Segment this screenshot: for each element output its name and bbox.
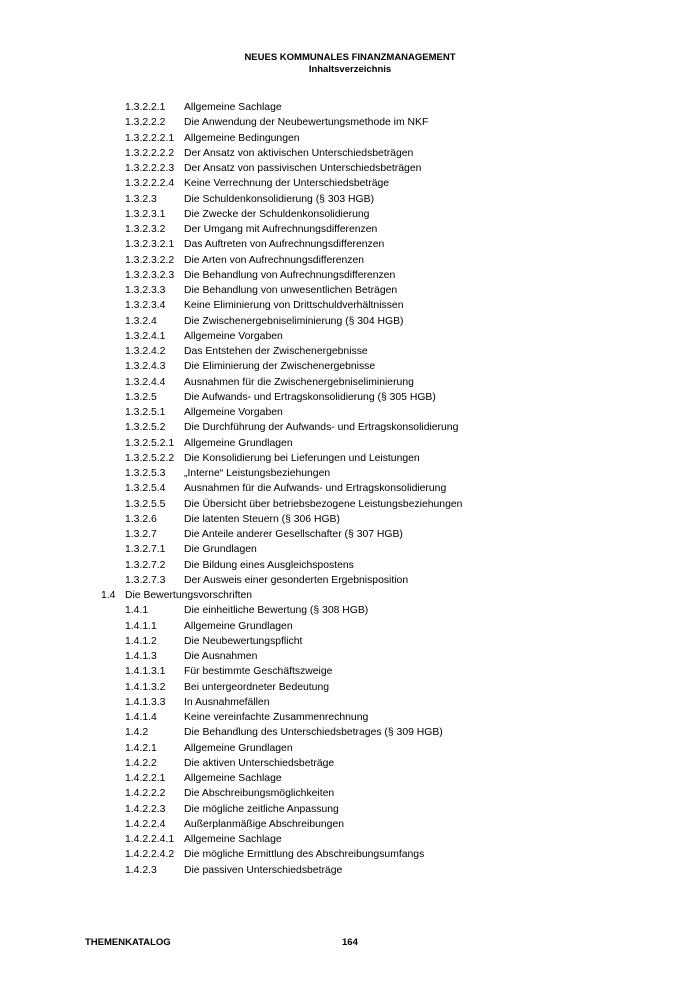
toc-entry-number: 1.3.2.2.2.3 xyxy=(125,163,175,174)
toc-entry xyxy=(0,329,700,344)
toc-entry-title: Allgemeine Sachlage xyxy=(184,773,282,784)
toc-entry xyxy=(0,268,700,283)
toc-entry-number: 1.3.2.5.1 xyxy=(125,407,166,418)
toc-entry-number: 1.4.1 xyxy=(125,605,149,617)
toc-entry-title: Allgemeine Sachlage xyxy=(184,834,282,845)
toc-entry-number: 1.4.1.4 xyxy=(125,712,157,723)
toc-entry xyxy=(0,420,700,435)
toc-entry xyxy=(0,115,700,130)
toc-entry-title: „Interne“ Leistungsbeziehungen xyxy=(184,468,331,479)
document-title: NEUES KOMMUNALES FINANZMANAGEMENT xyxy=(244,52,456,63)
toc-entry-number: 1.4.2.2.1 xyxy=(125,773,166,784)
toc-entry-title: Die Übersicht über betriebsbezogene Leistungsbeziehungen xyxy=(184,498,463,510)
toc-entry xyxy=(0,542,700,557)
toc-entry-title: Allgemeine Bedingungen xyxy=(184,132,300,144)
toc-entry-title: Allgemeine Grundlagen xyxy=(184,620,293,632)
toc-entry-title: Die Schuldenkonsolidierung (§ 303 HGB) xyxy=(184,193,375,205)
toc-entry-number: 1.3.2.3.2.2 xyxy=(125,254,175,266)
toc-entry-title: Die Abschreibungsmöglichkeiten xyxy=(184,788,335,800)
toc-entry-title: Ausnahmen für die Zwischenergebniseliminierung xyxy=(184,376,414,388)
toc-entry xyxy=(0,588,700,603)
toc-entry-number: 1.3.2.2.2.4 xyxy=(125,178,175,190)
toc-entry xyxy=(0,512,700,527)
toc-entry xyxy=(0,771,700,786)
toc-entry-number: 1.3.2.3 xyxy=(125,193,157,205)
toc-entry-title: Die mögliche Ermittlung des Abschreibungsumfangs xyxy=(184,849,425,861)
toc-entry-title: Die Behandlung von unwesentlichen Beträgen xyxy=(184,285,398,296)
toc-entry xyxy=(0,405,700,420)
toc-entry-number: 1.4.2.2.4.2 xyxy=(125,849,175,861)
toc-entry-title: Allgemeine Vorgaben xyxy=(184,330,283,342)
toc-entry xyxy=(0,832,700,847)
toc-entry-number: 1.3.2.2.2.2 xyxy=(125,147,175,159)
toc-entry-number: 1.3.2.4 xyxy=(125,315,157,327)
toc-entry-number: 1.3.2.2.2 xyxy=(125,117,166,129)
toc-entry-title: Die Zwecke der Schuldenkonsolidierung xyxy=(184,208,370,220)
toc-entry xyxy=(0,131,700,146)
toc-entry xyxy=(0,451,700,466)
toc-entry-number: 1.4.1.1 xyxy=(125,620,157,632)
toc-entry xyxy=(0,680,700,695)
toc-entry-title: Allgemeine Sachlage xyxy=(184,102,282,113)
toc-entry-number: 1.3.2.7.3 xyxy=(125,574,166,586)
footer-label: THEMENKATALOG xyxy=(85,937,171,948)
toc-entry-number: 1.3.2.3.1 xyxy=(125,208,166,220)
toc-entry xyxy=(0,359,700,374)
toc-entry xyxy=(0,436,700,451)
toc-entry-title: Die Anteile anderer Gesellschafter (§ 307 HGB) xyxy=(184,529,403,540)
toc-entry-number: 1.4.1.2 xyxy=(125,635,157,647)
toc-entry-number: 1.3.2.4.3 xyxy=(125,361,166,373)
toc-entry-number: 1.4.2.2.2 xyxy=(125,788,166,800)
toc-entry xyxy=(0,847,700,862)
toc-entry-title: Der Ausweis einer gesonderten Ergebnisposition xyxy=(184,574,409,586)
toc-entry-title: Die Behandlung des Unterschiedsbetrages (§ 309 HGB) xyxy=(184,727,443,739)
toc-entry-title: Bei untergeordneter Bedeutung xyxy=(184,681,330,693)
toc-entry-number: 1.4.2.2.4.1 xyxy=(125,834,175,845)
toc-entry-number: 1.3.2.3.4 xyxy=(125,300,166,312)
table-of-contents xyxy=(0,100,700,878)
toc-entry xyxy=(0,756,700,771)
toc-entry xyxy=(0,344,700,359)
toc-entry-number: 1.3.2.5.2 xyxy=(125,422,166,434)
toc-entry-title: Allgemeine Grundlagen xyxy=(184,437,293,449)
toc-entry-title: Keine vereinfachte Zusammenrechnung xyxy=(184,712,369,723)
toc-entry-number: 1.3.2.3.2.1 xyxy=(125,239,175,251)
toc-entry-number: 1.3.2.6 xyxy=(125,513,157,525)
toc-entry-number: 1.3.2.2.2.1 xyxy=(125,132,175,144)
toc-entry-title: Der Umgang mit Aufrechnungsdifferenzen xyxy=(184,224,378,235)
toc-entry-title: Die Durchführung der Aufwands- und Ertragskonsolidierung xyxy=(184,422,459,434)
toc-entry xyxy=(0,375,700,390)
page-number: 164 xyxy=(342,937,358,948)
toc-entry-number: 1.3.2.5.3 xyxy=(125,468,166,479)
toc-entry xyxy=(0,481,700,496)
toc-entry-title: Der Ansatz von aktivischen Unterschiedsbeträgen xyxy=(184,147,414,159)
page-header xyxy=(0,52,700,76)
toc-entry-number: 1.4.2.3 xyxy=(125,864,157,876)
toc-entry-title: Der Ansatz von passivischen Unterschiedsbeträgen xyxy=(184,163,422,174)
toc-entry xyxy=(0,222,700,237)
toc-entry-number: 1.4.2.2.4 xyxy=(125,818,166,830)
toc-entry xyxy=(0,573,700,588)
toc-entry xyxy=(0,558,700,573)
toc-entry-title: In Ausnahmefällen xyxy=(184,696,270,708)
toc-entry-number: 1.4.1.3.3 xyxy=(125,696,166,708)
toc-entry-number: 1.3.2.5.2.2 xyxy=(125,452,175,464)
toc-entry-number: 1.4.2 xyxy=(125,727,149,739)
toc-entry-title: Die Zwischenergebniseliminierung (§ 304 HGB) xyxy=(184,315,404,327)
toc-entry-title: Allgemeine Vorgaben xyxy=(184,407,283,418)
toc-entry-title: Die Anwendung der Neubewertungsmethode im NKF xyxy=(184,117,429,129)
toc-entry-title: Die Grundlagen xyxy=(184,544,257,556)
toc-entry xyxy=(0,649,700,664)
toc-entry-number: 1.3.2.4.1 xyxy=(125,330,166,342)
toc-entry xyxy=(0,619,700,634)
toc-entry-title: Allgemeine Grundlagen xyxy=(184,742,293,754)
toc-entry-title: Die passiven Unterschiedsbeträge xyxy=(184,864,343,876)
toc-entry-title: Die Bewertungsvorschriften xyxy=(125,590,253,601)
toc-entry-number: 1.3.2.5.2.1 xyxy=(125,437,175,449)
toc-entry-title: Das Entstehen der Zwischenergebnisse xyxy=(184,346,368,357)
toc-entry xyxy=(0,192,700,207)
toc-entry-number: 1.3.2.3.2.3 xyxy=(125,269,175,281)
toc-entry xyxy=(0,207,700,222)
toc-entry xyxy=(0,253,700,268)
toc-entry-title: Die Arten von Aufrechnungsdifferenzen xyxy=(184,254,365,266)
toc-entry xyxy=(0,283,700,298)
toc-entry-title: Außerplanmäßige Abschreibungen xyxy=(184,818,344,830)
toc-entry xyxy=(0,146,700,161)
toc-entry xyxy=(0,664,700,679)
toc-entry-number: 1.4.2.2 xyxy=(125,757,157,769)
toc-entry-title: Keine Verrechnung der Unterschiedsbeträge xyxy=(184,178,390,190)
toc-entry xyxy=(0,710,700,725)
toc-entry-title: Die einheitliche Bewertung (§ 308 HGB) xyxy=(184,605,369,617)
toc-entry xyxy=(0,603,700,618)
toc-entry-number: 1.3.2.4.4 xyxy=(125,376,166,388)
toc-entry-number: 1.4.1.3.1 xyxy=(125,666,166,678)
toc-entry-title: Die Konsolidierung bei Lieferungen und Leistungen xyxy=(184,452,420,464)
toc-entry-number: 1.3.2.5.4 xyxy=(125,483,166,495)
toc-entry-number: 1.3.2.5 xyxy=(125,391,157,403)
toc-entry-number: 1.4 xyxy=(101,590,116,601)
toc-entry-number: 1.3.2.5.5 xyxy=(125,498,166,510)
toc-entry-title: Keine Eliminierung von Drittschuldverhältnissen xyxy=(184,300,404,312)
toc-entry-title: Die latenten Steuern (§ 306 HGB) xyxy=(184,513,340,525)
toc-entry-title: Die mögliche zeitliche Anpassung xyxy=(184,803,339,815)
toc-entry-number: 1.3.2.2.1 xyxy=(125,102,166,113)
toc-entry-title: Die Aufwands- und Ertragskonsolidierung (§ 305 HGB) xyxy=(184,391,436,403)
toc-entry-number: 1.4.2.1 xyxy=(125,742,157,754)
toc-entry xyxy=(0,314,700,329)
toc-entry-title: Für bestimmte Geschäftszweige xyxy=(184,666,333,678)
document-subtitle: Inhaltsverzeichnis xyxy=(308,64,392,75)
toc-entry-number: 1.3.2.7.1 xyxy=(125,544,166,556)
toc-entry-number: 1.3.2.3.2 xyxy=(125,224,166,235)
toc-entry-number: 1.3.2.7.2 xyxy=(125,559,166,571)
toc-entry-title: Die Eliminierung der Zwischenergebnisse xyxy=(184,361,376,373)
toc-entry-title: Das Auftreten von Aufrechnungsdifferenzen xyxy=(184,239,385,251)
toc-entry-number: 1.3.2.3.3 xyxy=(125,285,166,296)
toc-entry-title: Die Ausnahmen xyxy=(184,651,258,662)
toc-entry xyxy=(0,100,700,115)
toc-entry xyxy=(0,237,700,252)
toc-entry xyxy=(0,741,700,756)
toc-entry-title: Die Bildung eines Ausgleichspostens xyxy=(184,559,354,571)
toc-entry xyxy=(0,725,700,740)
toc-entry xyxy=(0,390,700,405)
toc-entry xyxy=(0,695,700,710)
toc-entry-title: Die aktiven Unterschiedsbeträge xyxy=(184,757,335,769)
toc-entry-number: 1.3.2.4.2 xyxy=(125,346,166,357)
toc-entry-title: Die Behandlung von Aufrechnungsdifferenzen xyxy=(184,269,396,281)
toc-entry xyxy=(0,634,700,649)
toc-entry xyxy=(0,497,700,512)
toc-entry xyxy=(0,817,700,832)
toc-entry xyxy=(0,786,700,801)
toc-entry-title: Ausnahmen für die Aufwands- und Ertragskonsolidierung xyxy=(184,483,447,495)
toc-entry xyxy=(0,466,700,481)
toc-entry-number: 1.4.2.2.3 xyxy=(125,803,166,815)
toc-entry xyxy=(0,176,700,191)
toc-entry xyxy=(0,298,700,313)
toc-entry-number: 1.4.1.3.2 xyxy=(125,681,166,693)
toc-entry xyxy=(0,161,700,176)
toc-entry xyxy=(0,863,700,878)
toc-entry-title: Die Neubewertungspflicht xyxy=(184,635,303,647)
toc-entry-number: 1.3.2.7 xyxy=(125,529,157,540)
toc-entry-number: 1.4.1.3 xyxy=(125,651,157,662)
toc-entry xyxy=(0,527,700,542)
toc-entry xyxy=(0,802,700,817)
